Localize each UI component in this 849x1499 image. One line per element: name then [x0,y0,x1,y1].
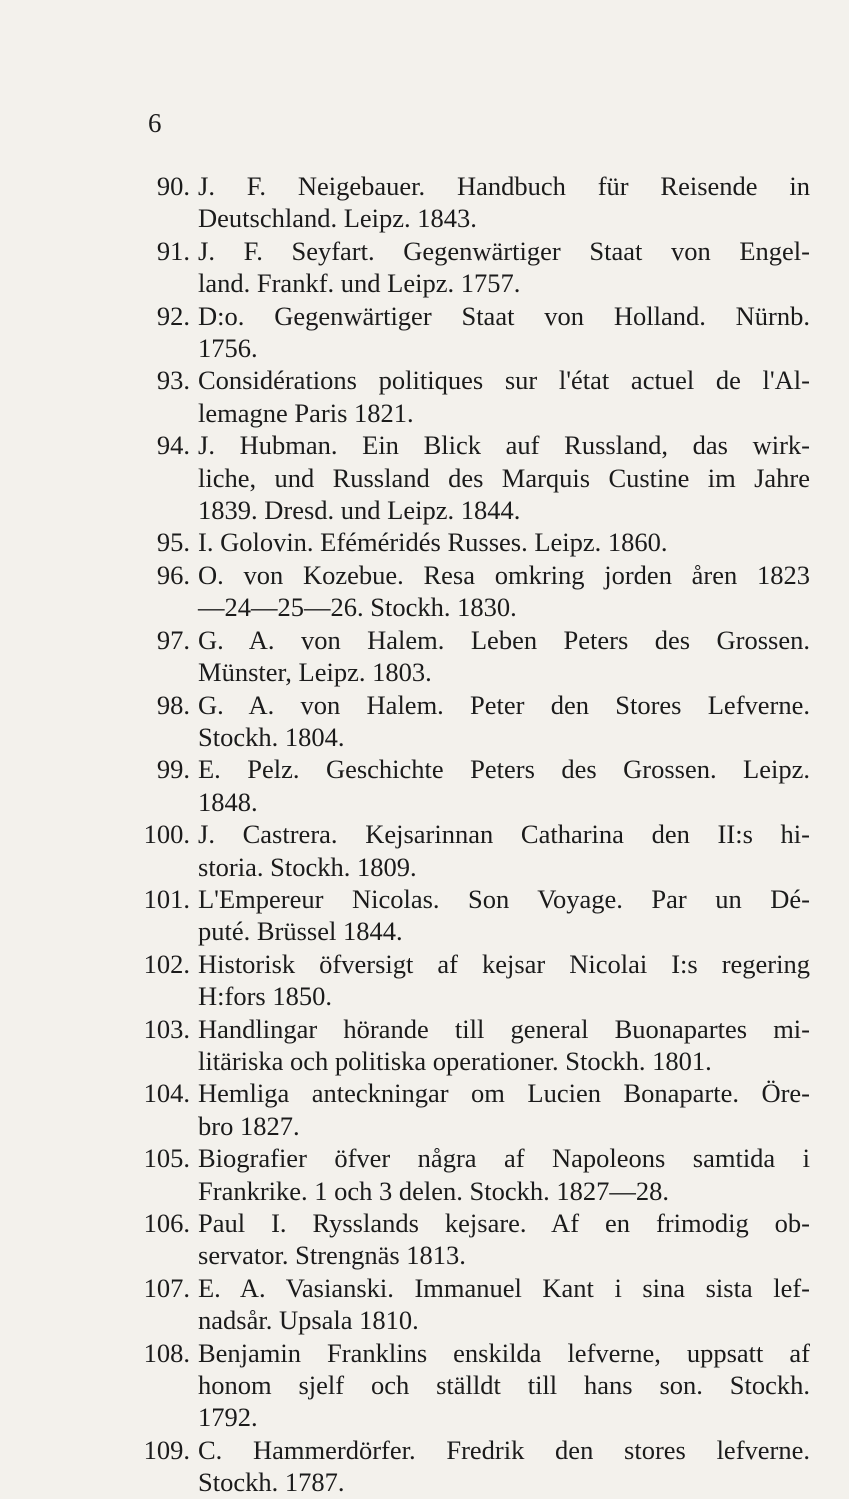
entry-text-line: G. A. von Halem. Peter den Stores Lefverne. [198,689,810,720]
entry-text-line: Biografier öfver några af Napoleons samtida i [198,1143,810,1174]
entry-text-line: servator. Strengnäs 1813. [198,1240,466,1271]
bibliography-entry [120,235,810,300]
bibliography-entry [120,300,810,365]
entry-number: 90. [156,171,190,201]
bibliography-entry [120,689,810,754]
entry-number: 98. [156,689,190,720]
entry-number: 94. [156,430,190,461]
bibliography-entry [120,1207,810,1272]
entry-text-line: nadsår. Upsala 1810. [198,1305,419,1336]
entry-number: 100. [143,819,190,850]
bibliography-entry [120,559,810,624]
bibliography-entry [120,170,810,235]
entry-text-line: Considérations politiques sur l'état actuel de l'Al- [198,365,810,396]
bibliography-entry [120,624,810,689]
entry-text-line: —24—25—26. Stockh. 1830. [198,592,517,623]
bibliography-entry [120,818,810,883]
entry-text-line: lemagne Paris 1821. [198,397,414,428]
entry-text-line: land. Frankf. und Leipz. 1757. [198,268,521,299]
entry-number: 95. [156,527,190,558]
entry-number: 99. [156,754,190,785]
entry-text-line: 1756. [198,333,258,364]
entry-text-line: bro 1827. [198,1110,300,1141]
entry-text-line: J. Hubman. Ein Blick auf Russland, das wirk- [198,430,810,461]
entry-text-line: 1792. [198,1402,258,1433]
entry-text-line: Frankrike. 1 och 3 delen. Stockh. 1827—28. [198,1175,670,1206]
entry-number: 101. [143,883,190,914]
entry-text-line: storia. Stockh. 1809. [198,851,417,882]
entry-text-line: Handlingar hörande till general Buonapartes mi- [198,1013,810,1044]
bibliography-entry [120,1337,810,1434]
entry-number: 105. [143,1143,190,1174]
entry-text-line: J. F. Seyfart. Gegenwärtiger Staat von Engel- [198,235,810,266]
entry-text-line: D:o. Gegenwärtiger Staat von Holland. Nürnb. [198,300,810,331]
bibliography-entry [120,1272,810,1337]
entry-text-line: Historisk öfversigt af kejsar Nicolai I:s regering [198,948,810,979]
bibliography-entry [120,1434,810,1499]
entry-text-line: E. A. Vasianski. Immanuel Kant i sina sista lef- [198,1272,810,1303]
entry-number: 92. [156,300,190,331]
entry-number: 104. [143,1078,190,1109]
bibliography-entry [120,948,810,1013]
entry-text-line: J. Castrera. Kejsarinnan Catharina den II:s hi- [198,819,810,850]
entry-text-line: Stockh. 1804. [198,721,345,752]
entry-text-line: 1839. Dresd. und Leipz. 1844. [198,495,521,526]
bibliography-entry [120,1077,810,1142]
entry-text-line: E. Pelz. Geschichte Peters des Grossen. Leipz. [198,754,810,785]
entry-text-line: Benjamin Franklins enskilda lefverne, uppsatt af [198,1337,810,1368]
page-number: 6 [148,108,162,138]
entry-text-line: honom sjelf och ställdt till hans son. Stockh. [198,1370,810,1401]
entry-text-line: puté. Brüssel 1844. [198,916,403,947]
entry-text-line: L'Empereur Nicolas. Son Voyage. Par un Dé- [198,883,810,914]
bibliography-entry [120,526,810,558]
entry-number: 107. [143,1272,190,1303]
entry-number: 97. [156,624,190,655]
entry-text-line: Stockh. 1787. [198,1467,345,1498]
entry-text-line: 1848. [198,786,258,817]
entry-number: 106. [143,1208,190,1238]
bibliography-entry [120,429,810,526]
entry-text-line: O. von Kozebue. Resa omkring jorden åren 1823 [198,559,810,590]
bibliography-entry [120,883,810,948]
entry-text-line: I. Golovin. Eféméridés Russes. Leipz. 1860. [198,527,668,558]
entry-number: 91. [156,235,190,266]
entry-text-line: liche, und Russland des Marquis Custine im Jahre [198,462,810,493]
entry-text-line: litäriska och politiska operationer. Stockh. 1801. [198,1045,712,1076]
entry-text-line: Deutschland. Leipz. 1843. [198,203,477,234]
bibliography-entry [120,1142,810,1207]
entry-text-line: H:fors 1850. [198,981,332,1012]
entry-number: 108. [143,1337,190,1368]
entry-text-line: Paul I. Rysslands kejsare. Af en frimodig ob- [198,1208,810,1238]
entry-text-line: J. F. Neigebauer. Handbuch für Reisende in [198,171,810,201]
entry-number: 103. [143,1013,190,1044]
bibliography-list [120,170,810,1499]
entry-text-line: Münster, Leipz. 1803. [198,657,432,688]
entry-number: 102. [143,948,190,979]
bibliography-entry [120,753,810,818]
entry-text-line: C. Hammerdörfer. Fredrik den stores lefverne. [198,1434,810,1465]
entry-number: 96. [156,559,190,590]
entry-number: 109. [143,1434,190,1465]
bibliography-entry [120,364,810,429]
entry-text-line: G. A. von Halem. Leben Peters des Grossen. [198,624,810,655]
entry-text-line: Hemliga anteckningar om Lucien Bonaparte. Öre- [198,1078,810,1109]
bibliography-entry [120,1013,810,1078]
entry-number: 93. [156,365,190,396]
